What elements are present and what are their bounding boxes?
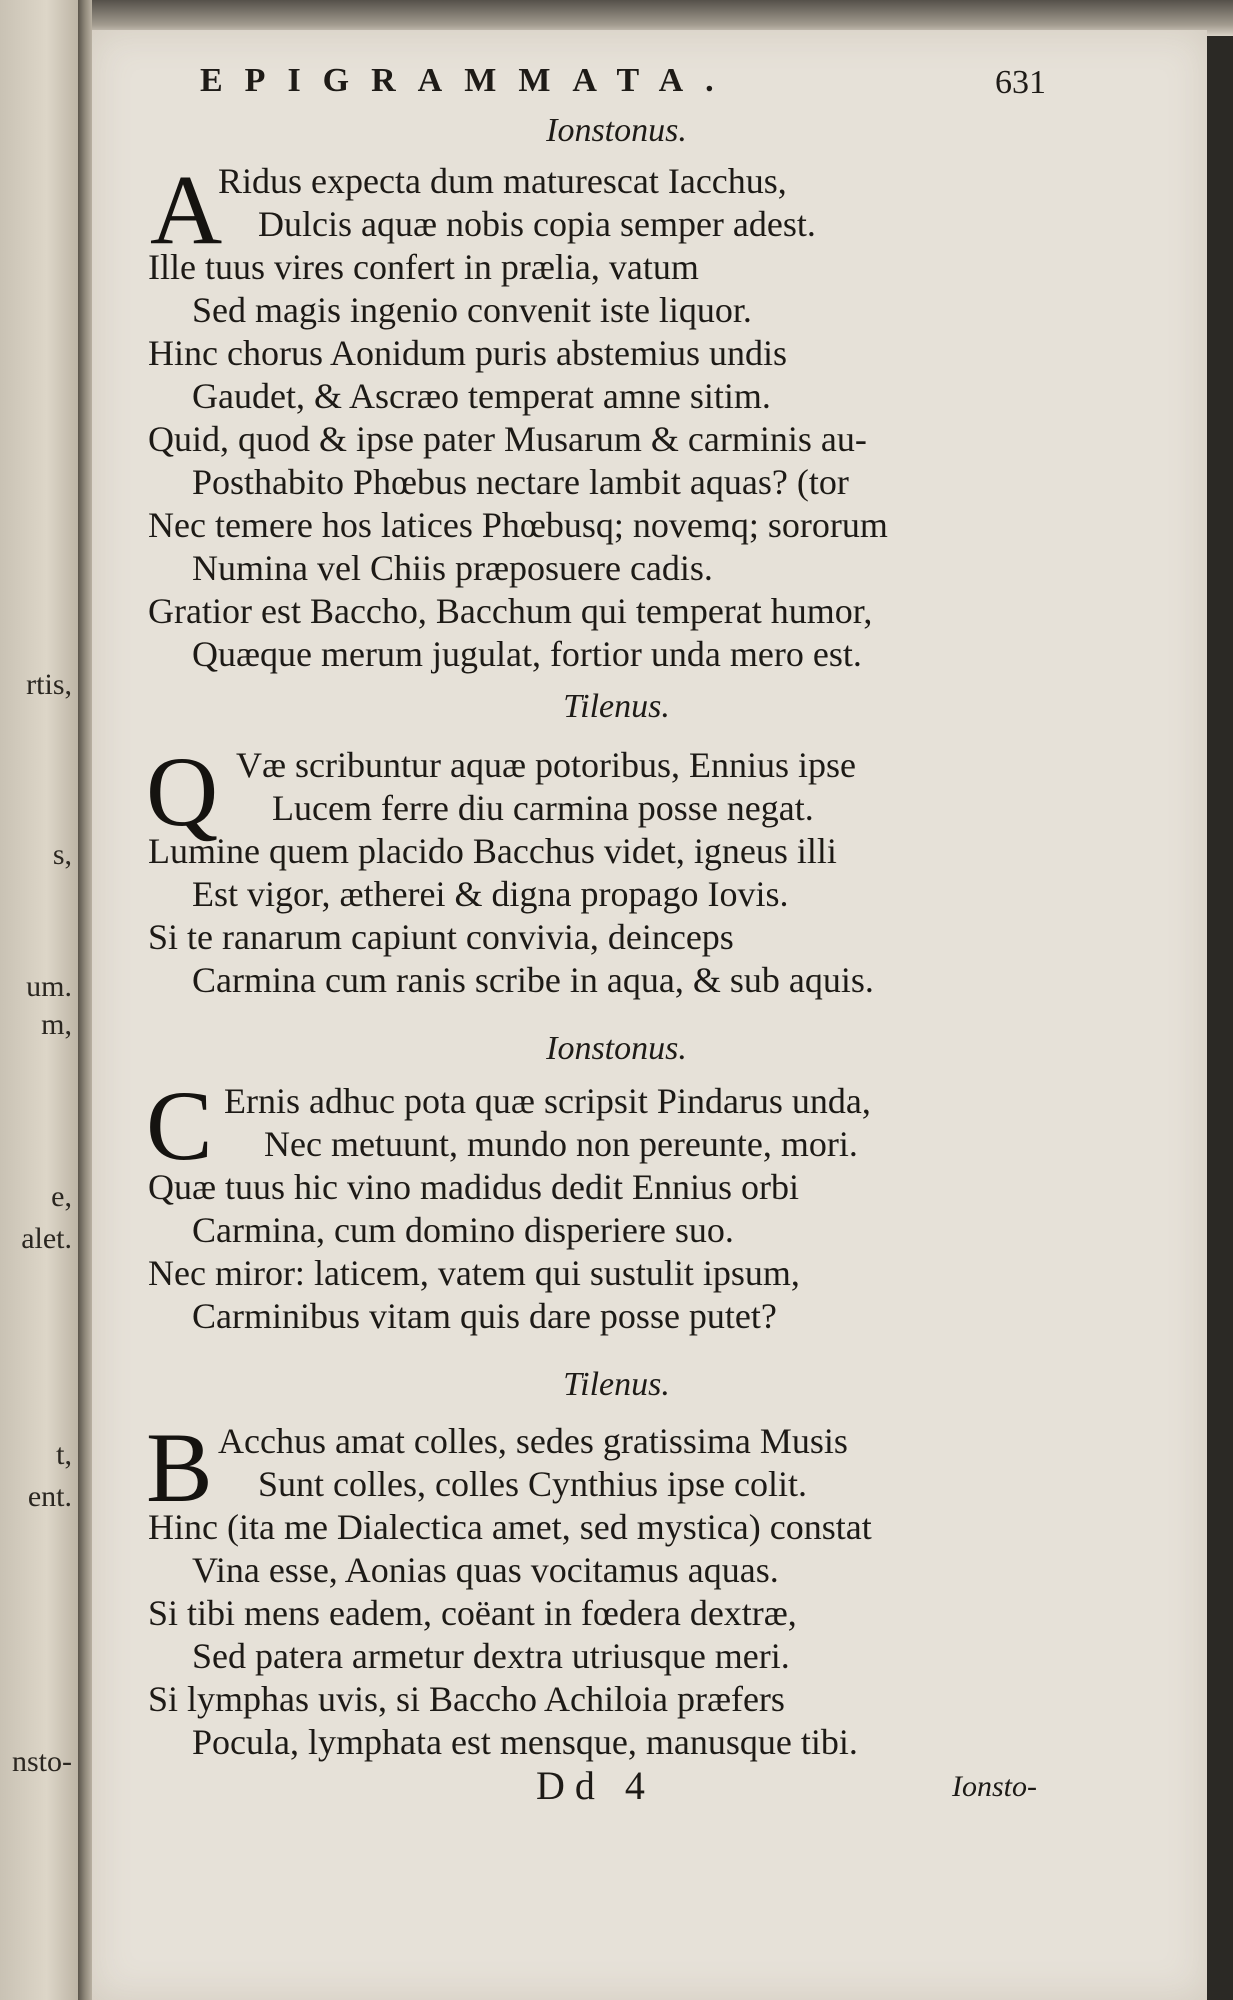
poem-line: Dulcis aquæ nobis copia semper adest.	[258, 204, 816, 244]
poem-line: Pocula, lymphata est mensque, manusque tibi.	[192, 1722, 858, 1762]
poem-2-dropcap: Q	[146, 736, 219, 847]
poem-line: Sed magis ingenio convenit iste liquor.	[192, 290, 752, 330]
poem-line: Est vigor, ætherei & digna propago Iovis.	[192, 874, 789, 914]
margin-fragment: m,	[41, 1008, 72, 1041]
book-gutter	[78, 0, 92, 2000]
catchword: Ionsto-	[952, 1770, 1037, 1803]
poem-line: Vina esse, Aonias quas vocitamus aquas.	[192, 1550, 779, 1590]
running-head: EPIGRAMMATA.	[200, 62, 736, 99]
poem-line: Nec metuunt, mundo non pereunte, mori.	[264, 1124, 858, 1164]
poem-3-dropcap: C	[146, 1070, 213, 1181]
poem-line: Nec temere hos latices Phœbusq; novemq; sororum	[148, 505, 888, 545]
poem-line: Acchus amat colles, sedes gratissima Musis	[218, 1421, 848, 1461]
poem-line: Quæ tuus hic vino madidus dedit Ennius orbi	[148, 1167, 799, 1207]
poem-line: Sed patera armetur dextra utriusque meri.	[192, 1636, 790, 1676]
poem-line: Si te ranarum capiunt convivia, deinceps	[148, 917, 734, 957]
poem-1-dropcap: A	[150, 154, 223, 265]
signature-mark: Dd 4	[536, 1763, 655, 1808]
margin-fragment: ent.	[27, 1480, 72, 1513]
margin-fragment: e,	[51, 1180, 72, 1213]
poem-line: Carmina cum ranis scribe in aqua, & sub aquis.	[192, 960, 874, 1000]
poem-line: Numina vel Chiis præposuere cadis.	[192, 548, 713, 588]
poem-line: Posthabito Phœbus nectare lambit aquas? (tor	[192, 462, 849, 502]
poem-line: Væ scribuntur aquæ potoribus, Ennius ipse	[236, 745, 856, 785]
margin-fragment: s,	[52, 838, 72, 871]
poem-line: Quæque merum jugulat, fortior unda mero est.	[192, 634, 862, 674]
poem-1-speaker: Ionstonus.	[546, 112, 687, 149]
page-number: 631	[995, 64, 1046, 101]
poem-2-speaker: Tilenus.	[563, 688, 670, 725]
poem-line: Ernis adhuc pota quæ scripsit Pindarus unda,	[224, 1081, 871, 1121]
poem-line: Hinc chorus Aonidum puris abstemius undis	[148, 333, 787, 373]
poem-line: Sunt colles, colles Cynthius ipse colit.	[258, 1464, 807, 1504]
margin-fragment: alet.	[21, 1222, 72, 1255]
poem-4-speaker: Tilenus.	[563, 1366, 670, 1403]
poem-line: Gaudet, & Ascræo temperat amne sitim.	[192, 376, 771, 416]
margin-fragment: nsto-	[12, 1745, 72, 1778]
poem-4-dropcap: B	[146, 1412, 213, 1523]
margin-fragment: um.	[26, 970, 72, 1003]
poem-line: Si tibi mens eadem, coëant in fœdera dextræ,	[148, 1593, 797, 1633]
poem-line: Carminibus vitam quis dare posse putet?	[192, 1296, 777, 1336]
poem-line: Lucem ferre diu carmina posse negat.	[272, 788, 814, 828]
poem-line: Carmina, cum domino disperiere suo.	[192, 1210, 734, 1250]
margin-fragment: t,	[56, 1438, 72, 1471]
poem-line: Ridus expecta dum maturescat Iacchus,	[218, 161, 787, 201]
poem-3-speaker: Ionstonus.	[546, 1030, 687, 1067]
facing-page-edge	[0, 0, 78, 2000]
poem-line: Lumine quem placido Bacchus videt, igneus illi	[148, 831, 837, 871]
poem-line: Ille tuus vires confert in prælia, vatum	[148, 247, 699, 287]
poem-line: Gratior est Baccho, Bacchum qui temperat humor,	[148, 591, 873, 631]
margin-fragment: rtis,	[26, 668, 72, 701]
poem-line: Quid, quod & ipse pater Musarum & carminis au-	[148, 419, 867, 459]
poem-line: Hinc (ita me Dialectica amet, sed mystica) constat	[148, 1507, 872, 1547]
poem-line: Nec miror: laticem, vatem qui sustulit ipsum,	[148, 1253, 800, 1293]
poem-line: Si lymphas uvis, si Baccho Achiloia præfers	[148, 1679, 785, 1719]
